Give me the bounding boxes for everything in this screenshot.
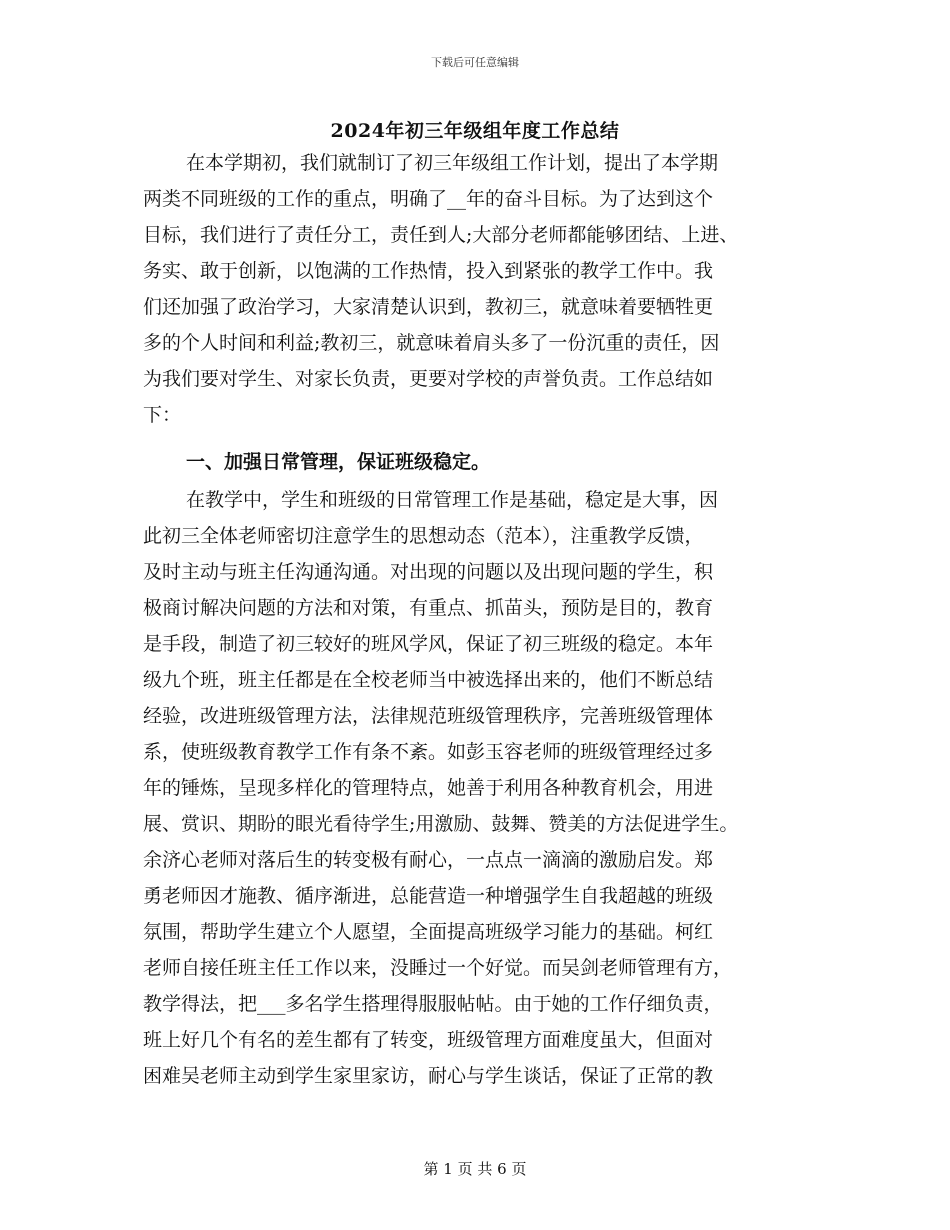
paragraph-line: 年的锤炼，呈现多样化的管理特点，她善于利用各种教育机会，用进 bbox=[143, 777, 714, 799]
paragraph-line: 困难吴老师主动到学生家里家访，耐心与学生谈话，保证了正常的教 bbox=[143, 1065, 714, 1087]
paragraph-line: 班上好几个有名的差生都有了转变，班级管理方面难度虽大，但面对 bbox=[143, 1029, 714, 1051]
paragraph-line: 极商讨解决问题的方法和对策，有重点、抓苗头，预防是目的，教育 bbox=[143, 597, 714, 619]
paragraph-line: 在本学期初，我们就制订了初三年级组工作计划，提出了本学期 bbox=[186, 152, 719, 174]
paragraph-line: 在教学中，学生和班级的日常管理工作是基础，稳定是大事，因 bbox=[186, 489, 719, 511]
paragraph-line: 展、赏识、期盼的眼光看待学生;用激励、鼓舞、赞美的方法促进学生。 bbox=[143, 813, 739, 835]
section-heading: 一、加强日常管理，保证班级稳定。 bbox=[186, 451, 491, 473]
paragraph-line: 及时主动与班主任沟通沟通。对出现的问题以及出现问题的学生，积 bbox=[143, 561, 714, 583]
paragraph-line: 老师自接任班主任工作以来，没睡过一个好觉。而吴剑老师管理有方， bbox=[143, 957, 733, 979]
paragraph-line: 多的个人时间和利益;教初三，就意味着肩头多了一份沉重的责任，因 bbox=[143, 332, 720, 354]
paragraph-line: 目标，我们进行了责任分工，责任到人;大部分老师都能够团结、上进、 bbox=[143, 224, 739, 246]
paragraph-line: 系，使班级教育教学工作有条不紊。如彭玉容老师的班级管理经过多 bbox=[143, 741, 714, 763]
paragraph-line: 级九个班，班主任都是在全校老师当中被选择出来的，他们不断总结 bbox=[143, 669, 714, 691]
paragraph-line: 此初三全体老师密切注意学生的思想动态（范本），注重教学反馈， bbox=[143, 525, 704, 547]
header-note: 下载后可任意编辑 bbox=[431, 56, 519, 69]
paragraph-line: 余济心老师对落后生的转变极有耐心，一点点一滴滴的激励启发。郑 bbox=[143, 849, 714, 871]
paragraph-line: 下： bbox=[143, 404, 182, 426]
paragraph-line: 务实、敢于创新，以饱满的工作热情，投入到紧张的教学工作中。我 bbox=[143, 260, 714, 282]
paragraph-line: 勇老师因才施教、循序渐进，总能营造一种增强学生自我超越的班级 bbox=[143, 885, 714, 907]
paragraph-line: 们还加强了政治学习，大家清楚认识到，教初三，就意味着要牺牲更 bbox=[143, 296, 714, 318]
page-footer: 第 1 页 共 6 页 bbox=[423, 1160, 527, 1178]
document-title: 2024年初三年级组年度工作总结 bbox=[330, 120, 620, 142]
paragraph-line: 氛围，帮助学生建立个人愿望，全面提高班级学习能力的基础。柯红 bbox=[143, 921, 714, 943]
paragraph-line: 两类不同班级的工作的重点，明确了__年的奋斗目标。为了达到这个 bbox=[143, 188, 714, 210]
paragraph-line: 经验，改进班级管理方法，法律规范班级管理秩序，完善班级管理体 bbox=[143, 705, 714, 727]
paragraph-line: 为我们要对学生、对家长负责，更要对学校的声誉负责。工作总结如 bbox=[143, 368, 714, 390]
paragraph-line: 是手段，制造了初三较好的班风学风，保证了初三班级的稳定。本年 bbox=[143, 633, 714, 655]
paragraph-line: 教学得法，把___多名学生搭理得服服帖帖。由于她的工作仔细负责， bbox=[143, 993, 723, 1015]
